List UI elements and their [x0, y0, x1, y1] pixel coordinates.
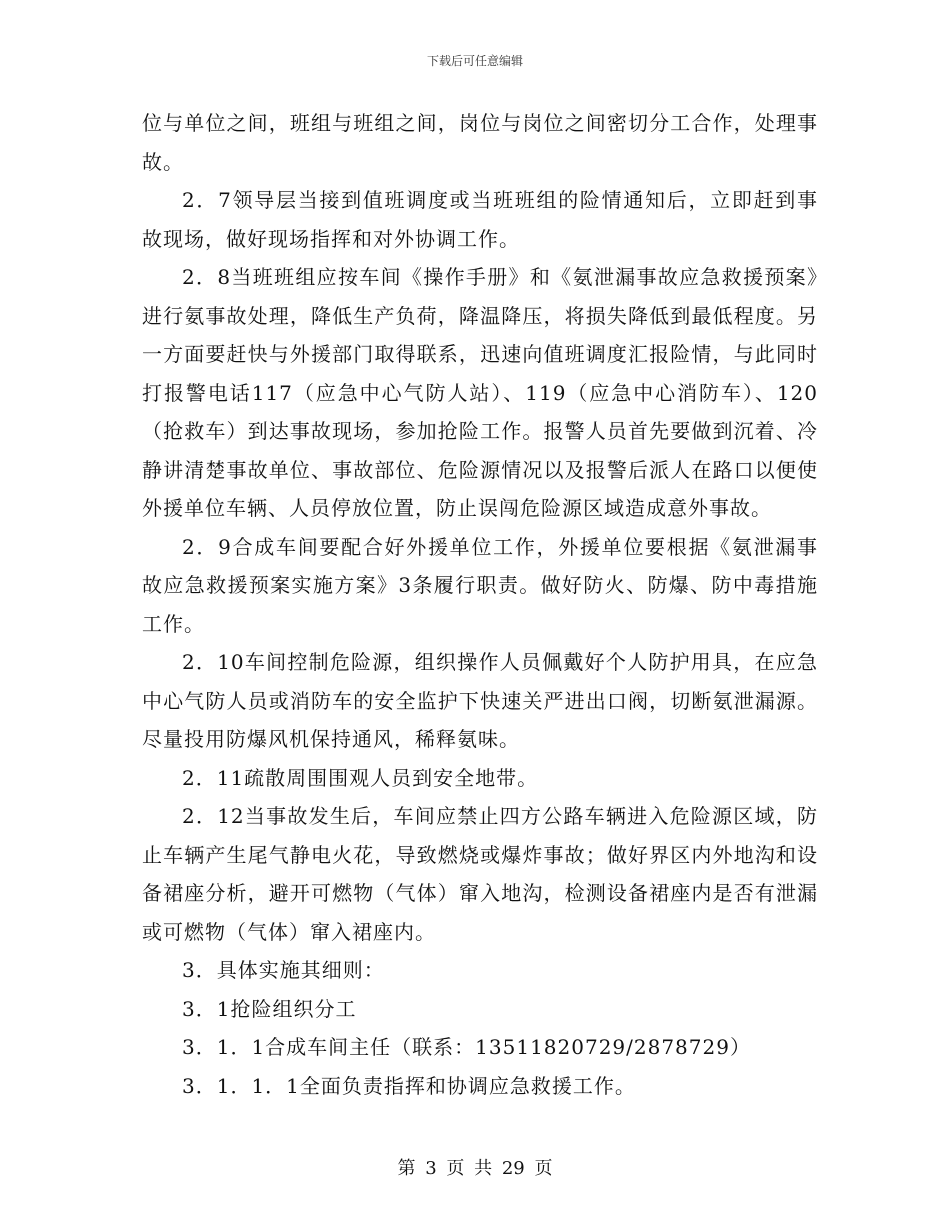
paragraph-2-10: 2．10车间控制危险源，组织操作人员佩戴好个人防护用具，在应急中心气防人员或消防车的安全监护下快速关严进出口阀，切断氨泄漏源。尽量投用防爆风机保持通风，稀释氨味。 [142, 650, 818, 751]
paragraph-2-9: 2．9合成车间要配合好外援单位工作，外援单位要根据《氨泄漏事故应急救援预案实施方案》3条履行职责。做好防火、防爆、防中毒措施工作。 [142, 534, 818, 636]
page-footer: 第 3 页 共 29 页 [397, 1158, 553, 1179]
paragraph-1: 位与单位之间，班组与班组之间，岗位与岗位之间密切分工合作，处理事故。 [142, 111, 818, 174]
paragraph-2-11: 2．11疏散周围围观人员到安全地带。 [182, 765, 539, 790]
document-body [142, 104, 818, 1105]
paragraph-2-12: 2．12当事故发生后，车间应禁止四方公路车辆进入危险源区域，防止车辆产生尾气静电火花，导致燃烧或爆炸事故；做好界区内外地沟和设备裙座分析，避开可燃物（气体）窜入地沟，检测设备裙座内是否有泄漏或可燃物（气体）窜入裙座内。 [142, 804, 818, 944]
paragraph-3-1: 3．1抢险组织分工 [182, 996, 357, 1021]
paragraph-2-8: 2．8当班班组应按车间《操作手册》和《氨泄漏事故应急救援预案》进行氨事故处理，降低生产负荷，降温降压，将损失降低到最低程度。另一方面要赶快与外援部门取得联系，迅速向值班调度汇报险情，与此同时打报警电话117（应急中心气防人站）、119（应急中心消防车）、120（抢救车）到达事故现场，参加抢险工作。报警人员首先要做到沉着、冷静讲清楚事故单位、事故部位、危险源情况以及报警后派人在路口以便使外援单位车辆、人员停放位置，防止误闯危险源区域造成意外事故。 [142, 265, 818, 520]
paragraph-3: 3．具体实施其细则： [182, 958, 385, 982]
page-header: 下载后可任意编辑 [426, 54, 523, 68]
paragraph-3-1-1-1: 3．1．1．1全面负责指挥和协调应急救援工作。 [182, 1073, 636, 1098]
paragraph-2-7: 2．7领导层当接到值班调度或当班班组的险情通知后，立即赶到事故现场，做好现场指挥和对外协调工作。 [142, 188, 818, 251]
paragraph-3-1-1: 3．1．1合成车间主任（联系：13511820729/2878729） [182, 1035, 751, 1059]
